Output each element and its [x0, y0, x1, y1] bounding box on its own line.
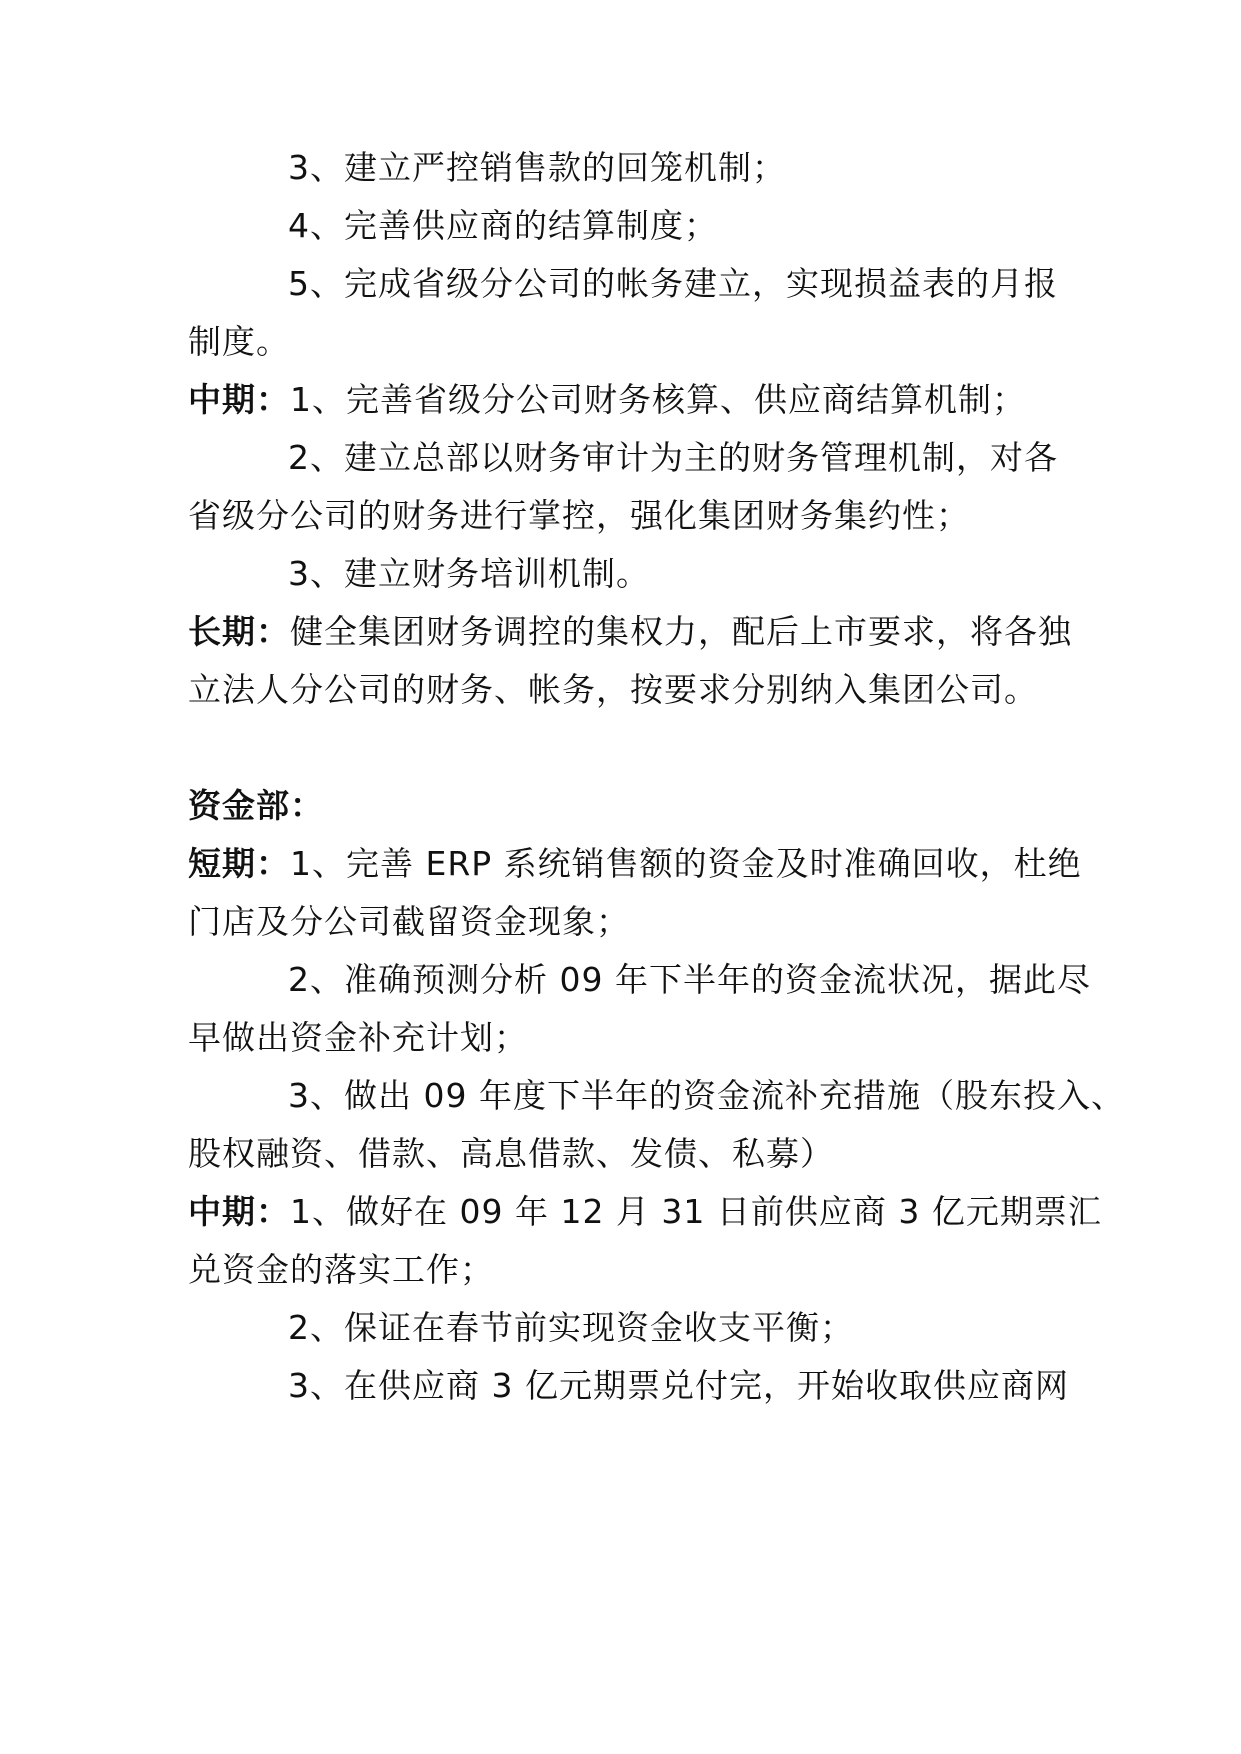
paragraph-text: 5、完成省级分公司的帐务建立，实现损益表的月报 [288, 264, 1058, 303]
funds-short-term-item-2 [288, 960, 1091, 1000]
finance-long-term [188, 612, 1072, 652]
paragraph-text: 3、建立财务培训机制。 [288, 554, 650, 593]
paragraph-text: 2、保证在春节前实现资金收支平衡； [288, 1308, 854, 1347]
funds-mid-term-item-2 [288, 1308, 854, 1348]
section-heading: 资金部： [188, 786, 324, 825]
finance-long-term-cont [188, 670, 1038, 710]
finance-mid-term-item-2-cont [188, 496, 970, 536]
mid-term-heading: 中期： [188, 380, 290, 419]
paragraph-text: 兑资金的落实工作； [188, 1250, 494, 1289]
paragraph-text: 门店及分公司截留资金现象； [188, 902, 630, 941]
paragraph-text: 3、做出 09 年度下半年的资金流补充措施（股东投入、 [288, 1076, 1125, 1115]
finance-mid-term-item-3 [288, 554, 650, 594]
finance-mid-term-item-1 [188, 380, 1026, 420]
funds-mid-term-item-1 [188, 1192, 1102, 1232]
mid-term-heading: 中期： [188, 1192, 290, 1231]
funds-short-term-item-3 [288, 1076, 1125, 1116]
paragraph-text: 4、完善供应商的结算制度； [288, 206, 718, 245]
paragraph-text: 1、完善省级分公司财务核算、供应商结算机制； [290, 380, 1026, 419]
paragraph-text: 1、做好在 09 年 12 月 31 日前供应商 3 亿元期票汇 [290, 1192, 1102, 1231]
paragraph-text: 制度。 [188, 322, 290, 361]
short-term-heading: 短期： [188, 844, 290, 883]
finance-short-term-item-3 [288, 148, 786, 188]
funds-short-term-item-3-cont [188, 1134, 834, 1174]
funds-short-term-item-1 [188, 844, 1082, 884]
finance-short-term-item-5-cont [188, 322, 290, 362]
finance-short-term-item-5 [288, 264, 1058, 304]
funds-short-term-item-1-cont [188, 902, 630, 942]
paragraph-text: 2、建立总部以财务审计为主的财务管理机制，对各 [288, 438, 1058, 477]
funds-dept-heading [188, 786, 324, 826]
paragraph-text: 3、建立严控销售款的回笼机制； [288, 148, 786, 187]
paragraph-text: 3、在供应商 3 亿元期票兑付完，开始收取供应商网 [288, 1366, 1069, 1405]
finance-short-term-item-4 [288, 206, 718, 246]
paragraph-text: 健全集团财务调控的集权力，配后上市要求，将各独 [290, 612, 1072, 651]
funds-short-term-item-2-cont [188, 1018, 528, 1058]
paragraph-text: 2、准确预测分析 09 年下半年的资金流状况，据此尽 [288, 960, 1091, 999]
finance-mid-term-item-2 [288, 438, 1058, 478]
paragraph-text: 立法人分公司的财务、帐务，按要求分别纳入集团公司。 [188, 670, 1038, 709]
paragraph-text: 1、完善 ERP 系统销售额的资金及时准确回收，杜绝 [290, 844, 1082, 883]
long-term-heading: 长期： [188, 612, 290, 651]
funds-mid-term-item-3 [288, 1366, 1069, 1406]
funds-mid-term-item-1-cont [188, 1250, 494, 1290]
paragraph-text: 股权融资、借款、高息借款、发债、私募） [188, 1134, 834, 1173]
paragraph-text: 省级分公司的财务进行掌控，强化集团财务集约性； [188, 496, 970, 535]
paragraph-text: 早做出资金补充计划； [188, 1018, 528, 1057]
